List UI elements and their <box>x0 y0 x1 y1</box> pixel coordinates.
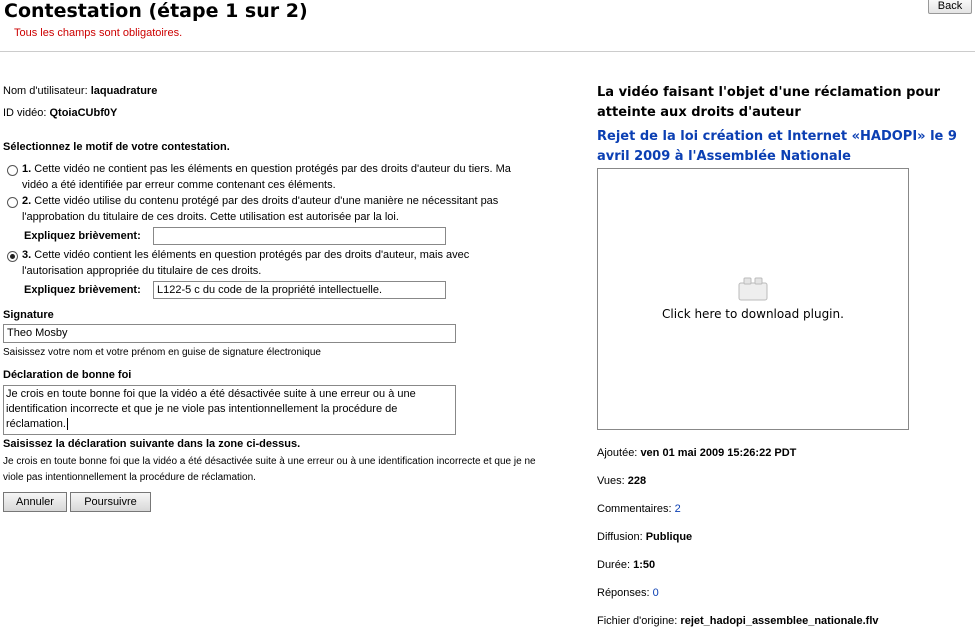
responses-row <box>597 587 659 599</box>
added-label: Ajoutée: <box>597 447 638 459</box>
comments-row <box>597 503 681 515</box>
views-label: Vues: <box>597 475 625 487</box>
good-faith-reference-text <box>3 454 588 486</box>
good-faith-label: Déclaration de bonne foi <box>3 369 132 381</box>
back-button[interactable]: Back <box>928 0 972 14</box>
responses-link[interactable]: 0 <box>652 587 659 599</box>
reason-text-3a: Cette vidéo contient les éléments en question protégés par des droits d'auteur, mais avec <box>34 249 470 261</box>
username-value: laquadrature <box>90 85 158 97</box>
good-faith-reference-line-2: viole pas intentionnellement la procédure de réclamation. <box>3 472 256 483</box>
required-note: Tous les champs sont obligatoires. <box>14 27 183 39</box>
continue-button[interactable]: Poursuivre <box>70 492 151 512</box>
duration-value: 1:50 <box>633 559 656 571</box>
duration-label: Durée: <box>597 559 631 571</box>
header-divider <box>0 51 975 52</box>
duration-row <box>597 559 655 571</box>
broadcast-row <box>597 531 692 543</box>
signature-label: Signature <box>3 309 54 321</box>
good-faith-instruction: Saisissez la déclaration suivante dans la zone ci-dessus. <box>3 438 301 450</box>
source-file-label: Fichier d'origine: <box>597 615 678 627</box>
plugin-icon <box>738 277 768 301</box>
comments-label: Commentaires: <box>597 503 672 515</box>
reason-radio-3[interactable] <box>7 251 18 262</box>
reason-text-3b: l'autorisation appropriée du titulaire de ces droits. <box>22 265 262 277</box>
explain-input-3[interactable]: L122-5 c du code de la propriété intellectuelle. <box>153 281 446 299</box>
added-row <box>597 447 796 459</box>
reason-radio-1[interactable] <box>7 165 18 176</box>
views-value: 228 <box>627 475 647 487</box>
reason-option-2 <box>22 193 582 225</box>
broadcast-value: Publique <box>645 531 693 543</box>
reason-option-3 <box>22 247 582 279</box>
video-id-value: QtoiaCUbf0Y <box>49 107 118 119</box>
page-title: Contestation (étape 1 sur 2) <box>4 0 308 22</box>
reason-text-2a: Cette vidéo utilise du contenu protégé par des droits d'auteur d'une manière ne nécessitant pas <box>34 195 499 207</box>
views-row <box>597 475 646 487</box>
motif-heading: Sélectionnez le motif de votre contestation. <box>3 141 230 153</box>
reason-radio-2[interactable] <box>7 197 18 208</box>
text-cursor <box>67 418 68 430</box>
good-faith-textarea-value: Je crois en toute bonne foi que la vidéo a été désactivée suite à une erreur ou à une identification incorrecte et que je ne viole pas intentionnellement la procédure de réclamation. <box>6 388 416 430</box>
reason-text-1a: Cette vidéo ne contient pas les éléments en question protégés par des droits d'auteur du tiers. Ma <box>34 163 511 175</box>
video-id-label: ID vidéo: <box>3 107 47 119</box>
signature-input[interactable]: Theo Mosby <box>3 324 456 343</box>
explain-input-2[interactable] <box>153 227 446 245</box>
source-file-row <box>597 615 879 627</box>
cancel-button[interactable]: Annuler <box>3 492 67 512</box>
username-label: Nom d'utilisateur: <box>3 85 88 97</box>
username-row <box>3 85 157 97</box>
explain-label-2: Expliquez brièvement: <box>24 230 141 242</box>
signature-help: Saisissez votre nom et votre prénom en guise de signature électronique <box>3 347 321 358</box>
added-value: ven 01 mai 2009 15:26:22 PDT <box>640 447 797 459</box>
reason-option-1 <box>22 161 582 193</box>
comments-link[interactable]: 2 <box>674 503 681 515</box>
good-faith-textarea[interactable] <box>3 385 456 435</box>
good-faith-reference-line-1: Je crois en toute bonne foi que la vidéo a été désactivée suite à une erreur ou à une identification incorrecte et que je ne <box>3 456 536 467</box>
video-title-link[interactable]: Rejet de la loi création et Internet «HADOPI» le 9 avril 2009 à l'Assemblée Nationale <box>597 129 957 164</box>
plugin-download-text: Click here to download plugin. <box>662 307 844 321</box>
reason-number-3: 3. <box>22 249 32 261</box>
source-file-value: rejet_hadopi_assemblee_nationale.flv <box>680 615 879 627</box>
broadcast-label: Diffusion: <box>597 531 643 543</box>
reason-number-2: 2. <box>22 195 32 207</box>
reason-text-2b: l'approbation du titulaire de ces droits. Cette utilisation est autorisée par la loi. <box>22 211 399 223</box>
video-id-row <box>3 107 117 119</box>
video-player[interactable] <box>597 168 909 430</box>
explain-label-3: Expliquez brièvement: <box>24 284 141 296</box>
reason-text-1b: vidéo a été identifiée par erreur comme contenant ces éléments. <box>22 179 336 191</box>
video-section-title: La vidéo faisant l'objet d'une réclamation pour atteinte aux droits d'auteur <box>597 85 941 120</box>
reason-number-1: 1. <box>22 163 32 175</box>
responses-label: Réponses: <box>597 587 650 599</box>
